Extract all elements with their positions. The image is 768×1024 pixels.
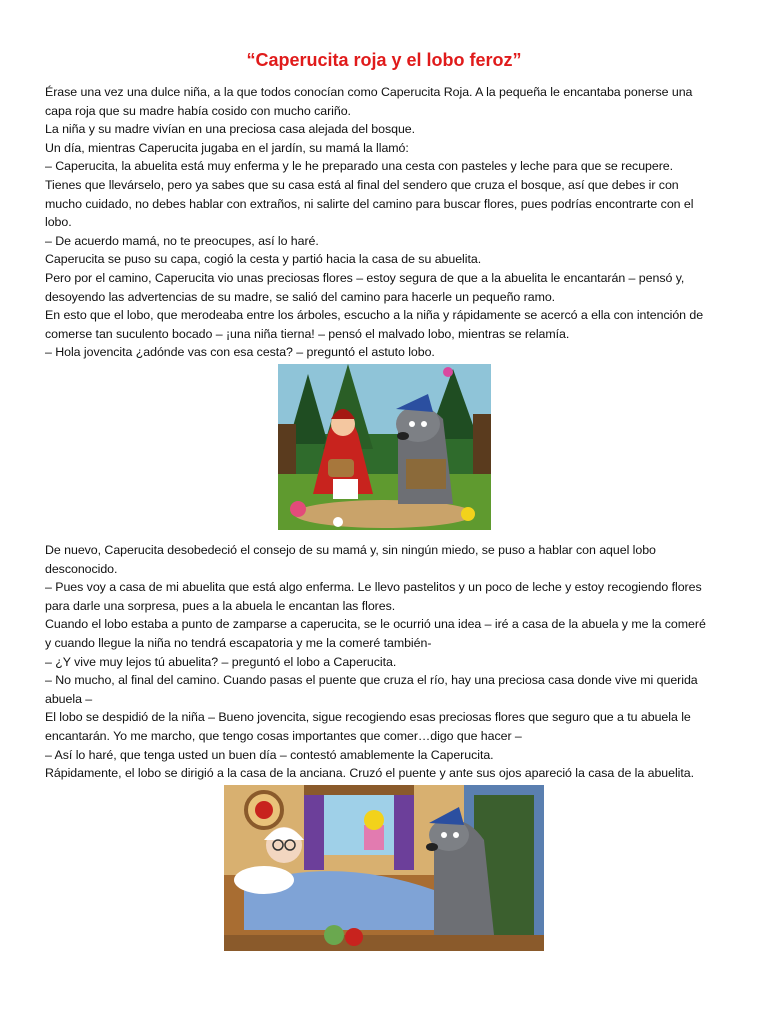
- paragraph-line: abuela –: [45, 691, 93, 706]
- story-title: “Caperucita roja y el lobo feroz”: [246, 50, 522, 70]
- paragraph-line: La niña y su madre vivían en una preciosa casa alejada del bosque.: [45, 122, 416, 137]
- paragraph-line: Cuando el lobo estaba a punto de zamparse a caperucita, se le ocurrió una idea – iré a casa de la abuela y me la comeré: [45, 617, 706, 632]
- paragraph-line: capa roja que su madre había cosido con mucho cariño.: [45, 103, 351, 118]
- paragraph-line: Caperucita se puso su capa, cogió la cesta y partió hacia la casa de su abuelita.: [45, 252, 482, 267]
- paragraph-line: mucho cuidado, no debes hablar con extraños, ni salirte del camino para buscar flores, pues podrías encontrarte con el: [45, 196, 694, 211]
- paragraph-line: De nuevo, Caperucita desobedeció el consejo de su mamá y, sin ningún miedo, se puso a hablar con aquel lobo: [45, 543, 656, 557]
- text-block-2: [45, 541, 725, 783]
- paragraph-line: Rápidamente, el lobo se dirigió a la casa de la anciana. Cruzó el puente y ante sus ojos apareció la casa de la abuelita.: [45, 766, 695, 781]
- paragraph-line: lobo.: [45, 215, 72, 230]
- paragraph-line: encantarán. Yo me marcho, que tengo cosas importantes que comer…digo que hacer –: [45, 728, 522, 743]
- paragraph-line: – Hola jovencita ¿adónde vas con esa cesta? – preguntó el astuto lobo.: [45, 345, 435, 360]
- paragraph-line: desoyendo las advertencias de su madre, se salió del camino para hacerle un pequeño ramo.: [45, 289, 556, 304]
- illustration-grandmother-house: [224, 785, 544, 951]
- paragraph-line: – Caperucita, la abuelita está muy enferma y le he preparado una cesta con pasteles y leche para que se recupere.: [45, 159, 674, 174]
- paragraph-line: comerse tan suculento bocado – ¡una niña tierna! – pensó el malvado lobo, mientras se relamía.: [45, 326, 570, 341]
- paragraph-line: – Pues voy a casa de mi abuelita que está algo enferma. Le llevo pastelitos y un poco de leche y estoy recogiendo flores: [45, 580, 702, 595]
- paragraph-line: En esto que el lobo, que merodeaba entre los árboles, escucho a la niña y rápidamente se acercó a ella con intención de: [45, 308, 704, 323]
- paragraph-line: Tienes que llevárselo, pero ya sabes que su casa está al final del sendero que cruza el bosque, así que debes ir con: [45, 177, 679, 192]
- paragraph-line: – ¿Y vive muy lejos tú abuelita? – preguntó el lobo a Caperucita.: [45, 654, 397, 669]
- paragraph-line: El lobo se despidió de la niña – Bueno jovencita, sigue recogiendo esas preciosas flores que seguro que a tu abuela le: [45, 710, 691, 725]
- paragraph-line: Érase una vez una dulce niña, a la que todos conocían como Caperucita Roja. A la pequeña le encantaba ponerse una: [45, 85, 693, 99]
- paragraph-line: para darle una sorpresa, pues a la abuela le encantan las flores.: [45, 598, 396, 613]
- paragraph-line: Pero por el camino, Caperucita vio unas preciosas flores – estoy segura de que a la abuelita le encantarán – pensó y,: [45, 270, 685, 285]
- paragraph-line: – No mucho, al final del camino. Cuando pasas el puente que cruza el río, hay una preciosa casa donde vive mi querida: [45, 673, 698, 688]
- paragraph-line: desconocido.: [45, 561, 118, 576]
- text-block-1: [45, 83, 725, 362]
- paragraph-line: – Así lo haré, que tenga usted un buen día – contestó amablemente la Caperucita.: [45, 747, 494, 762]
- illustration-forest-encounter: [278, 364, 491, 530]
- paragraph-line: – De acuerdo mamá, no te preocupes, así lo haré.: [45, 233, 319, 248]
- paragraph-line: Un día, mientras Caperucita jugaba en el jardín, su mamá la llamó:: [45, 140, 409, 155]
- paragraph-line: y cuando llegue la niña no tendrá escapatoria y me la comeré también-: [45, 635, 432, 650]
